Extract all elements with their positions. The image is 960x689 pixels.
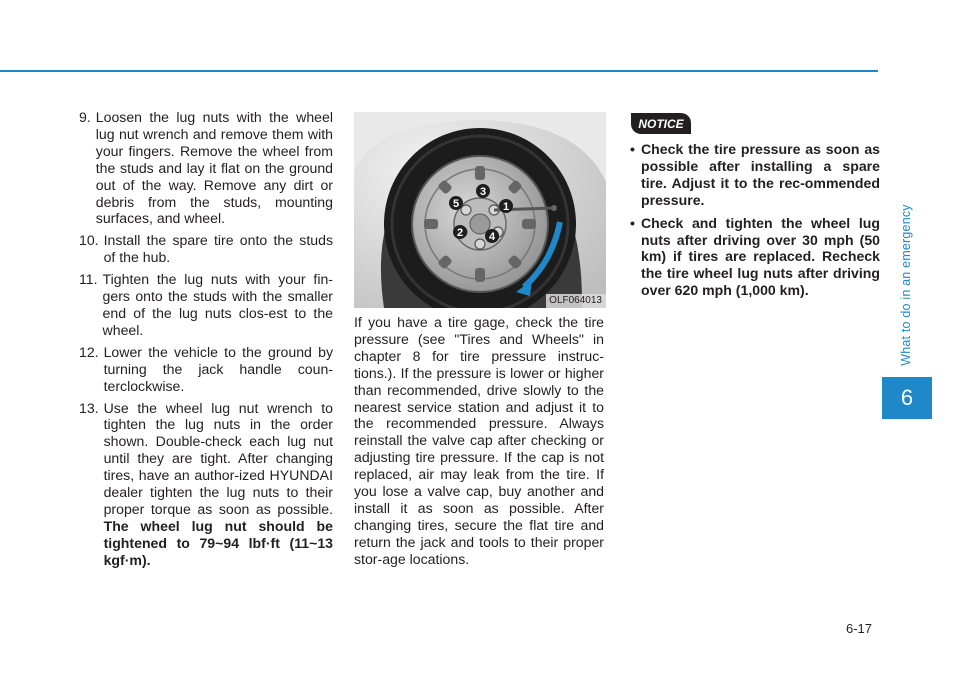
nut-label-4: 4 [488,231,496,243]
step-text: Tighten the lug nuts with your fin-gers onto the studs with the smaller end of the lug nuts clos-est to the wheel. [102,271,333,338]
step-number: 12. [79,343,99,360]
nut-label-2: 2 [456,227,464,239]
torque-spec: The wheel lug nut should be tightened to 79~94 lbf·ft (11~13 kgf·m). [103,517,333,568]
notice-item [624,215,880,300]
step-number: 13. [79,399,99,416]
chapter-tab: 6 [882,377,932,419]
notice-badge: NOTICE [631,113,691,134]
step-number: 11. [79,271,98,288]
section-title: What to do in an emergency [899,204,914,366]
section-side-label [892,190,920,380]
bullet-icon: • [630,214,635,231]
notice-item [624,141,880,209]
nut-label-1: 1 [502,201,510,213]
figure-code: OLF064013 [549,295,602,306]
step-text: Loosen the lug nuts with the wheel lug nut wrench and remove them with your fingers. Remove the wheel from the studs and lay it flat on the ground out of the way. Remove any dirt or debris from the studs, mounting surfaces, and wheel. [95,109,333,227]
header-rule [0,70,878,72]
step-text [104,400,333,569]
wheel-illustration [354,112,606,308]
wheel-lug-nut-figure [354,112,606,308]
steps-column [79,109,333,574]
body-paragraph: If you have a tire gage, check the tire pressure (see "Tires and Wheels" in chapter 8 for tire pressure instruc-tions.). If the pressure is lower or higher than recommended, drive slowly to the nearest service station and adjust it to the recommended pressure. Always reinstall the valve cap after checking or adjusting tire pressure. If the cap is not replaced, air may leak from the tire. If you lose a valve cap, buy another and install it as soon as possible. After changing tires, secure the flat tire and return the jack and tools to their proper stor-age locations. [354,314,604,567]
step-12 [79,344,333,395]
step-10 [79,232,333,266]
nut-label-3: 3 [479,186,487,198]
step-text: Install the spare tire onto the studs of the hub. [103,232,333,266]
page-number: 6-17 [846,621,873,636]
notice-item-text: Check and tighten the wheel lug nuts after driving over 30 mph (50 km) if tires are replaced. Recheck the tire wheel lug nuts after driving over 620 mph (1,000 km). [641,214,880,299]
step-text-regular: Use the wheel lug nut wrench to tighten the lug nuts in the order shown. Double-check each lug nut until they are tight. After changing tires, have an author-ized HYUNDAI dealer tighten the lug nuts to their proper torque as soon as possible. [103,399,333,517]
notice-list [624,141,880,305]
nut-label-5: 5 [452,198,460,210]
step-11 [79,271,333,339]
step-number: 10. [79,232,99,249]
notice-item-text: Check the tire pressure as soon as possible after installing a spare tire. Adjust it to the rec-ommended pressure. [641,141,880,208]
step-number: 9. [79,109,91,125]
bullet-icon: • [630,141,635,157]
step-13 [79,400,333,569]
step-text: Lower the vehicle to the ground by turning the jack handle coun-terclockwise. [103,343,333,394]
step-9 [79,109,333,227]
